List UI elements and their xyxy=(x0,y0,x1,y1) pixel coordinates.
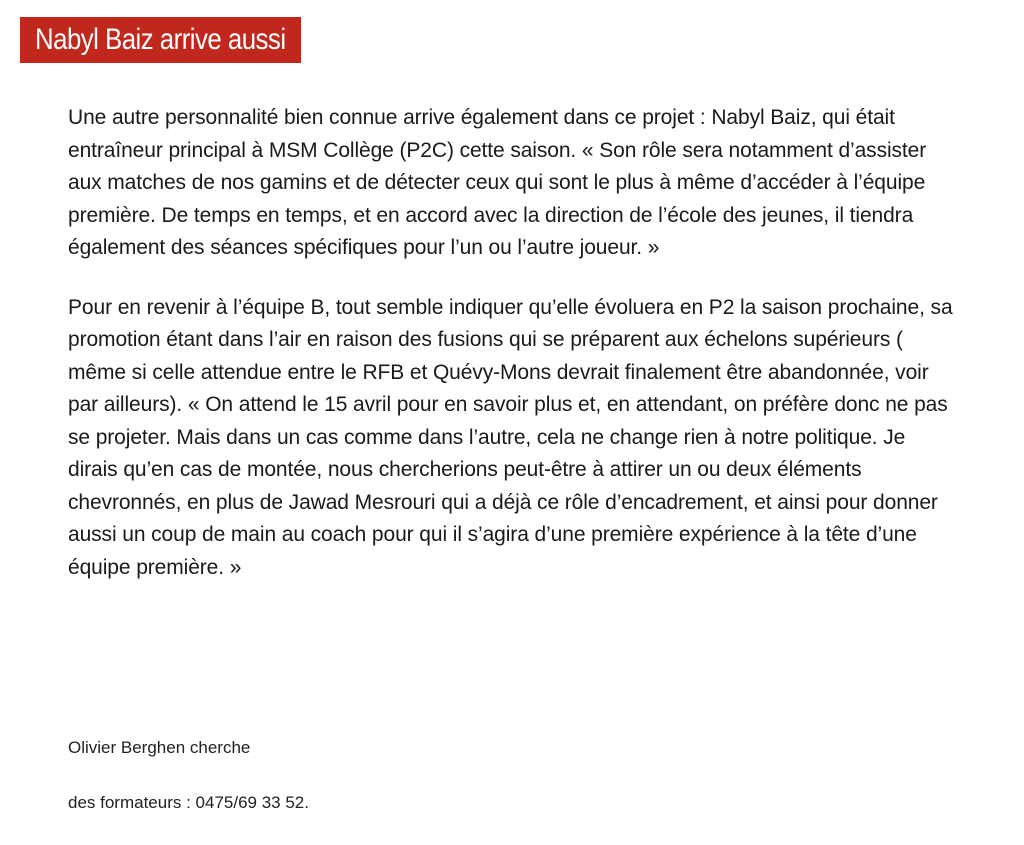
section-headline-banner xyxy=(20,17,301,63)
article-paragraph-2: Pour en revenir à l’équipe B, tout semble indiquer qu’elle évoluera en P2 la saison prochaine, sa promotion étant dans l’air en raison des fusions qui se préparent aux échelons supérieurs ( même si celle attendue entre le RFB et Quévy-Mons devrait finalement être abandonnée, voir par ailleurs). « On attend le 15 avril pour en savoir plus et, en attendant, on préfère donc ne pas se projeter. Mais dans un cas comme dans l’autre, cela ne change rien à notre politique. Je dirais qu’en cas de montée, nous chercherions peut-être à attirer un ou deux éléments chevronnés, en plus de Jawad Mesrouri qui a déjà ce rôle d’encadrement, et ainsi pour donner aussi un coup de main au coach pour qui il s’agira d’une première expérience à la tête d’une équipe première. » xyxy=(68,295,953,579)
photo-caption-line-1: Olivier Berghen cherche xyxy=(68,738,251,757)
photo-caption-line-2: des formateurs : 0475/69 33 52. xyxy=(68,793,309,812)
article-body xyxy=(68,102,953,584)
article-paragraph-1: Une autre personnalité bien connue arrive également dans ce projet : Nabyl Baiz, qui était entraîneur principal à MSM Collège (P2C) cette saison. « Son rôle sera notamment d’assister aux matches de nos gamins et de détecter ceux qui sont le plus à même d’accéder à l’équipe première. De temps en temps, et en accord avec la direction de l’école des jeunes, il tiendra également des séances spécifiques pour l’un ou l’autre joueur. » xyxy=(68,106,927,259)
section-headline: Nabyl Baiz arrive aussi xyxy=(35,23,286,56)
